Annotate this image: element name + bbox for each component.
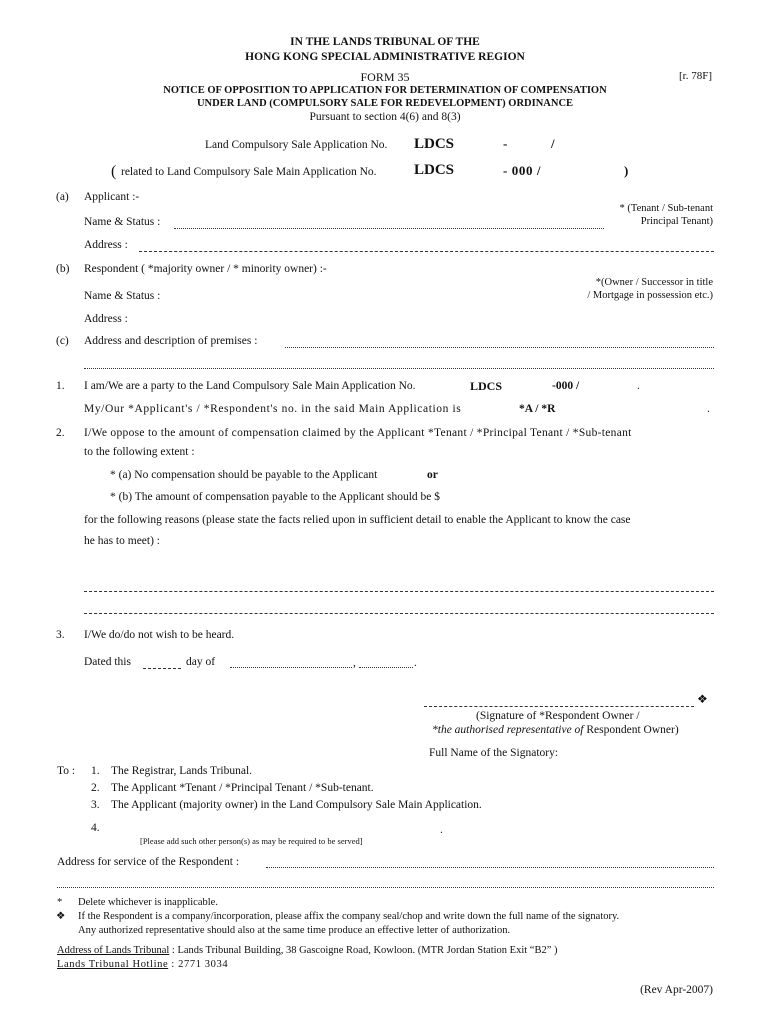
- item1-applicant-no-text: My/Our *Applicant's / *Respondent's no. in the said Main Application is: [84, 403, 462, 415]
- related-application-ldcs: LDCS: [414, 162, 455, 178]
- item2-extent: to the following extent :: [84, 446, 195, 458]
- dated-period: .: [414, 657, 417, 669]
- application-number-dash: -: [503, 136, 508, 151]
- to-item-2: The Applicant *Tenant / *Principal Tenant / *Sub-tenant.: [111, 782, 374, 794]
- signature-field[interactable]: [424, 706, 694, 707]
- diamond-icon: ❖: [697, 692, 708, 706]
- respondent-status-note2: / Mortgage in possession etc.): [587, 290, 713, 301]
- revision-date: (Rev Apr-2007): [640, 984, 713, 996]
- court-name-line1: IN THE LANDS TRIBUNAL OF THE: [290, 36, 480, 48]
- service-address-field-line2[interactable]: [57, 887, 714, 888]
- signature-caption-line2: *the authorised representative of Respondent Owner): [432, 724, 679, 736]
- applicant-address-label: Address :: [84, 239, 128, 251]
- item1-number: 1.: [56, 380, 65, 392]
- item1-choice: *A / *R: [519, 403, 556, 415]
- to-item-3: The Applicant (majority owner) in the Land Compulsory Sale Main Application.: [111, 799, 482, 811]
- related-close-paren: ): [624, 163, 629, 178]
- footnote-company-seal: If the Respondent is a company/incorporation, please affix the company seal/chop and write down the full name of the signatory.: [78, 911, 620, 922]
- dated-year-field[interactable]: [359, 667, 413, 668]
- option-b-text: * (b) The amount of compensation payable to the Applicant should be $: [110, 491, 441, 503]
- dated-month-field[interactable]: [230, 667, 352, 668]
- premises-field-line2[interactable]: [84, 368, 714, 369]
- service-address-field-line1[interactable]: [266, 867, 714, 868]
- footnote-star: *: [57, 897, 63, 908]
- applicant-address-field[interactable]: [139, 251, 714, 252]
- rule-reference: [r. 78F]: [679, 70, 712, 82]
- applicant-name-field[interactable]: [174, 228, 604, 229]
- tribunal-hotline: Lands Tribunal Hotline : 2771 3034: [57, 959, 229, 970]
- applicant-status-note2: Principal Tenant): [640, 216, 713, 227]
- full-name-label: Full Name of the Signatory:: [429, 747, 559, 759]
- to-note: [Please add such other person(s) as may be required to be served]: [140, 836, 363, 846]
- item1-text: I am/We are a party to the Land Compulsory Sale Main Application No.: [84, 380, 416, 392]
- option-a-or: or: [427, 469, 438, 481]
- to-item-2-number: 2.: [91, 782, 100, 794]
- application-number-slash: /: [551, 136, 555, 151]
- dated-comma: ,: [353, 657, 356, 669]
- to-item-3-number: 3.: [91, 799, 100, 811]
- footnote-authorization: Any authorized representative should also at the same time produce an effective letter of authorization.: [78, 925, 511, 936]
- reasons-field-line1[interactable]: [84, 591, 714, 592]
- application-number-label: Land Compulsory Sale Application No.: [205, 139, 388, 151]
- dated-label: Dated this: [84, 656, 131, 668]
- to-item-4-number: 4.: [91, 822, 100, 834]
- court-name-line2: HONG KONG SPECIAL ADMINISTRATIVE REGION: [245, 51, 525, 63]
- respondent-name-label: Name & Status :: [84, 290, 161, 302]
- application-number-ldcs: LDCS: [414, 136, 455, 152]
- option-a-text: * (a) No compensation should be payable to the Applicant: [110, 469, 378, 481]
- item3-text: I/We do/do not wish to be heard.: [84, 629, 235, 641]
- to-item-1-number: 1.: [91, 765, 100, 777]
- item3-number: 3.: [56, 629, 65, 641]
- item1-ldcs: LDCS: [470, 379, 503, 393]
- premises-field-line1[interactable]: [285, 347, 714, 348]
- service-address-label: Address for service of the Respondent :: [57, 856, 240, 868]
- section-a-marker: (a): [56, 191, 69, 203]
- tribunal-address: Address of Lands Tribunal : Lands Tribunal Building, 38 Gascoigne Road, Kowloon. (MTR Jordan Station Exit “B2” ): [57, 945, 558, 956]
- respondent-address-label: Address :: [84, 313, 128, 325]
- to-item-1: The Registrar, Lands Tribunal.: [111, 765, 253, 777]
- to-label: To :: [57, 765, 76, 777]
- day-of-label: day of: [186, 656, 216, 668]
- related-application-number: - 000 /: [503, 163, 542, 178]
- diamond-icon: ❖: [56, 911, 66, 922]
- footnote-delete: Delete whichever is inapplicable.: [78, 897, 218, 908]
- reasons-field-line2[interactable]: [84, 613, 714, 614]
- item2-text: I/We oppose to the amount of compensation claimed by the Applicant *Tenant / *Principal Tenant / *Sub-tenant: [84, 427, 632, 439]
- reasons-text-line1: for the following reasons (please state the facts relied upon in sufficient detail to enable the Applicant to know the case: [84, 514, 631, 526]
- dated-day-field[interactable]: [143, 668, 181, 669]
- item1-number-suffix: -000 /: [552, 380, 580, 392]
- to-item-4-end: .: [440, 824, 443, 836]
- form-title-line2: UNDER LAND (COMPULSORY SALE FOR REDEVELOPMENT) ORDINANCE: [196, 98, 574, 109]
- form-title-line1: NOTICE OF OPPOSITION TO APPLICATION FOR DETERMINATION OF COMPENSATION: [163, 85, 607, 96]
- related-application-label: related to Land Compulsory Sale Main Application No.: [121, 166, 377, 178]
- section-c-marker: (c): [56, 335, 69, 347]
- reasons-text-line2: he has to meet) :: [84, 535, 161, 547]
- form-number: FORM 35: [360, 70, 410, 84]
- item1-period2: .: [707, 403, 710, 415]
- applicant-status-note1: * (Tenant / Sub-tenant: [619, 203, 713, 214]
- premises-label: Address and description of premises :: [84, 335, 258, 347]
- pursuant-line: Pursuant to section 4(6) and 8(3): [309, 111, 461, 123]
- item1-period: .: [637, 380, 640, 392]
- respondent-status-note1: *(Owner / Successor in title: [595, 277, 713, 288]
- signature-caption-line1: (Signature of *Respondent Owner /: [476, 710, 640, 722]
- applicant-heading: Applicant :-: [84, 191, 140, 203]
- applicant-name-label: Name & Status :: [84, 216, 161, 228]
- section-b-marker: (b): [56, 263, 70, 275]
- related-open-paren: (: [111, 163, 117, 180]
- respondent-heading: Respondent ( *majority owner / * minority owner) :-: [84, 263, 327, 275]
- item2-number: 2.: [56, 427, 65, 439]
